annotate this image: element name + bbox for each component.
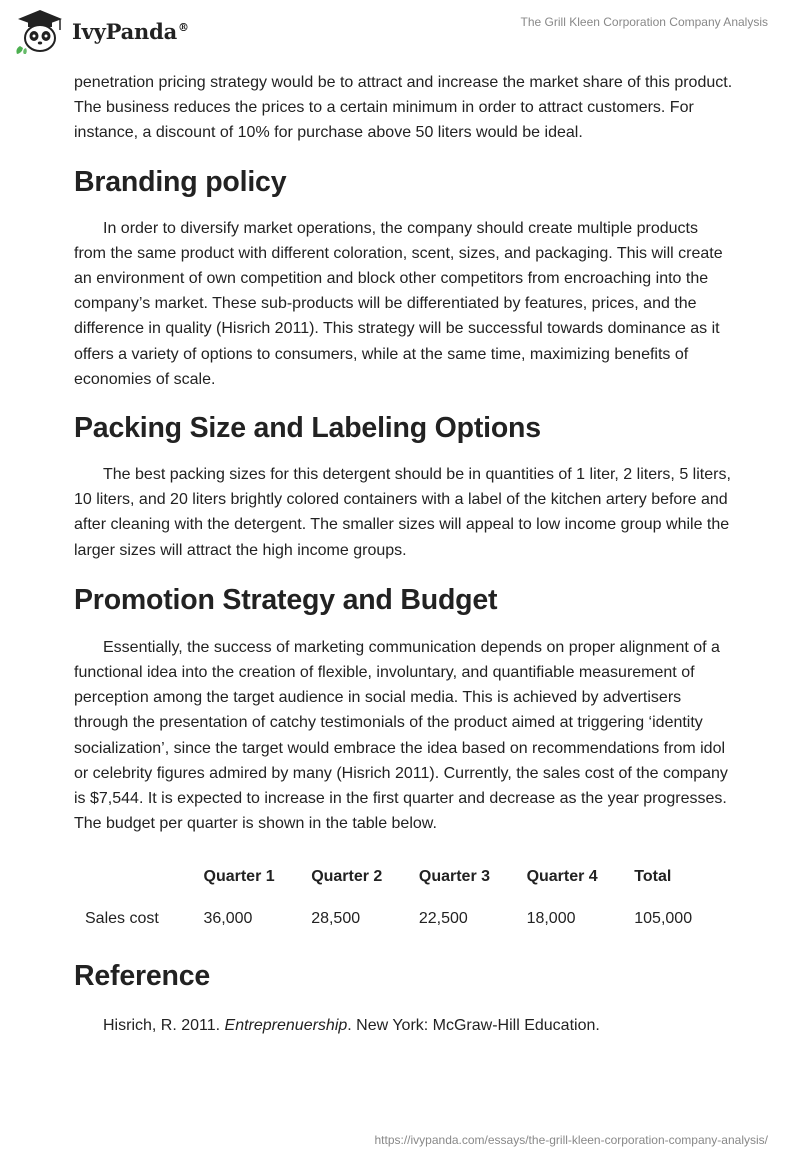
budget-table-header-row xyxy=(0,856,734,898)
table-row xyxy=(0,898,734,940)
reference-heading: Reference xyxy=(74,960,211,993)
table-cell: 105,000 xyxy=(634,910,693,928)
budget-table xyxy=(0,856,734,940)
table-header-cell: Quarter 1 xyxy=(203,868,275,886)
essay-content xyxy=(74,70,734,1039)
table-header-cell: Quarter 2 xyxy=(311,868,383,886)
table-header-cell: Quarter 4 xyxy=(526,868,598,886)
table-cell: Sales cost xyxy=(85,910,159,928)
reference-book-title: Entreprenuership xyxy=(224,1017,348,1035)
source-url-link[interactable]: https://ivypanda.com/essays/the-grill-kleen-corporation-company-analysis/ xyxy=(374,1133,768,1147)
branding-policy-heading: Branding policy xyxy=(74,165,287,198)
promotion-strategy-paragraph: Essentially, the success of marketing communication depends on proper alignment of a functional idea into the creation of flexible, involuntary, and quantifiable measurement of perception among the target audience in social media. This is achieved by advertisers through the presentation of catchy testimonials of the product aimed at triggering ‘identity socialization’, since the target would embrace the idea based on recommendations from idol or celebrity figures admired by many (Hisrich 2011). Currently, the sales cost of the company is $7,544. It is expected to increase in the first quarter and decrease as the year progresses. The budget per quarter is shown in the table below. xyxy=(74,638,728,833)
page-header xyxy=(0,0,800,66)
intro-paragraph: penetration pricing strategy would be to attract and increase the market share of this product. The business reduces the prices to a certain minimum in order to attract customers. For instance, a discount of 10% for purchase above 50 liters would be ideal. xyxy=(74,74,733,142)
packing-size-paragraph: The best packing sizes for this detergent should be in quantities of 1 liter, 2 liters, 5 liters, 10 liters, and 20 liters brightly colored containers with a label of the kitchen artery before and after cleaning with the detergent. The smaller sizes will appeal to low income group while the larger sizes will attract the high income groups. xyxy=(74,466,731,559)
table-header-cell: Quarter 3 xyxy=(418,868,491,886)
reference-entry: Hisrich, R. 2011. Entreprenuership. New York: McGraw-Hill Education. xyxy=(103,1017,600,1035)
panda-graduate-icon xyxy=(14,8,66,54)
table-cell: 18,000 xyxy=(526,910,576,928)
table-cell: 22,500 xyxy=(418,910,468,928)
branding-policy-paragraph: In order to diversify market operations, the company should create multiple products from the same product with different coloration, scent, sizes, and packaging. This will create an environment of own competition and block other competitors from encroaching into the company’s market. These sub-products will be differentiated by features, prices, and the difference in quality (Hisrich 2011). This strategy will be successful towards dominance as it offers a variety of options to consumers, while at the same time, maximizing benefits of economies of scale. xyxy=(74,219,723,388)
packing-size-heading: Packing Size and Labeling Options xyxy=(74,412,541,445)
document-title: The Grill Kleen Corporation Company Analysis xyxy=(520,15,768,29)
table-cell: 28,500 xyxy=(311,910,361,928)
ivypanda-logo[interactable] xyxy=(14,8,189,54)
table-cell: 36,000 xyxy=(203,910,253,928)
table-header-cell: Total xyxy=(634,868,672,886)
logo-wordmark: IvyPanda® xyxy=(72,18,189,44)
table-header-cell xyxy=(0,856,204,898)
promotion-strategy-heading: Promotion Strategy and Budget xyxy=(74,583,498,616)
